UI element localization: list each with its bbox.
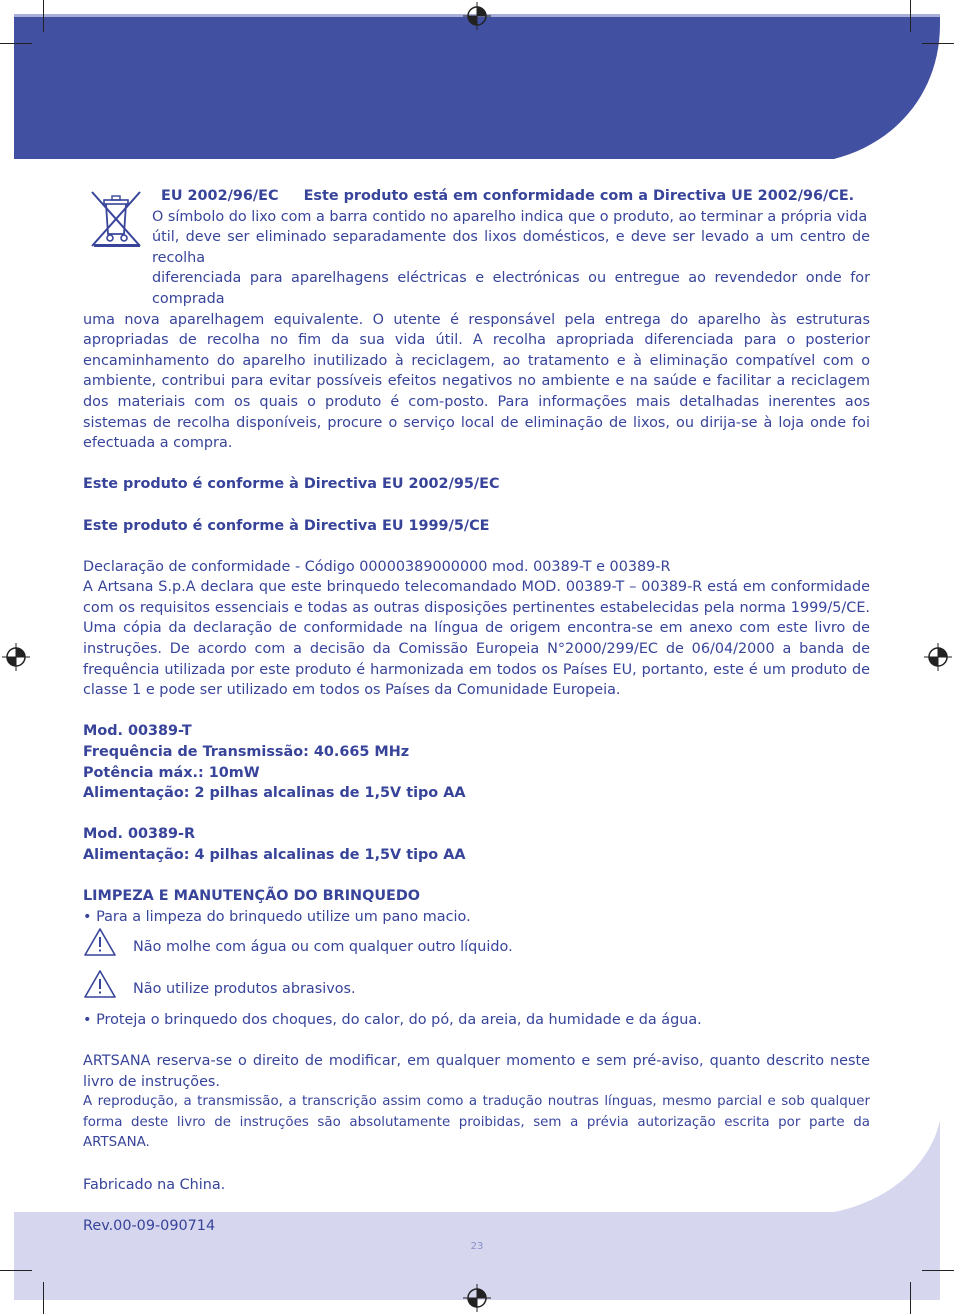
- cleaning-bullet: • Proteja o brinquedo dos choques, do calor, do pó, da areia, da humidade e da água.: [83, 1011, 702, 1028]
- crop-mark: [0, 1270, 32, 1271]
- directive-rohs: Este produto é conforme à Directiva EU 2002/95/EC: [83, 476, 500, 493]
- rights-text: ARTSANA reserva-se o direito de modificar, em qualquer momento e sem pré-aviso, quanto descrito neste livro de instruções.: [83, 1052, 870, 1090]
- registration-mark-icon: [463, 2, 491, 30]
- crop-mark: [910, 0, 911, 32]
- registration-mark-icon: [463, 1284, 491, 1312]
- mod-t-model: Mod. 00389-T: [83, 723, 192, 740]
- warning-triangle-icon: [83, 969, 117, 999]
- rights-reproduction-text: A reprodução, a transmissão, a transcrição assim como a tradução noutras línguas, mesmo parcial e sob qualquer forma deste livro de instruções são absolutamente proibidas, sem a prévia autorização escrita por parte da ARTSANA.: [83, 1094, 870, 1151]
- made-in: Fabricado na China.: [83, 1176, 226, 1193]
- cleaning-bullet: • Para a limpeza do brinquedo utilize um pano macio.: [83, 908, 471, 925]
- weee-bin-icon: [86, 188, 146, 248]
- cleaning-warning: [83, 969, 870, 1010]
- mod-r-supply: Alimentação: 4 pilhas alcalinas de 1,5V tipo AA: [83, 847, 466, 863]
- mod-t-power: Potência máx.: 10mW: [83, 764, 260, 781]
- weee-text-line: útil, deve ser eliminado separadamente dos lixos domésticos, e deve ser levado a um centro de recolha: [152, 229, 870, 266]
- weee-heading-text: Este produto está em conformidade com a Directiva UE 2002/96/CE.: [303, 188, 855, 204]
- mod-t-frequency: Frequência de Transmissão: 40.665 MHz: [83, 744, 410, 761]
- weee-text-continued: uma nova aparelhagem equivalente. O utente é responsável pela entrega do aparelho às estruturas apropriadas de recolha no fim da sua vida útil. A recolha apropriada diferenciada para o posterior encaminhamento do aparelho inutilizado à reciclagem, ao tratamento e à eliminação compatível com o ambiente, contribui para evitar possíveis efeitos negativos no ambiente e na saúde e facilitar a reciclagem dos materiais com os quais o produto é com-posto. Para informações mais detalhadas inerentes aos sistemas de recolha disponíveis, procure o serviço local de eliminação de lixos, ou dirija-se à loja onde foi efectuada a compra.: [83, 311, 870, 452]
- crop-mark: [922, 43, 954, 44]
- cleaning-title: LIMPEZA E MANUTENÇÃO DO BRINQUEDO: [83, 888, 421, 905]
- mod-t-supply: Alimentação: 2 pilhas alcalinas de 1,5V tipo AA: [83, 785, 466, 802]
- crop-mark: [910, 1282, 911, 1314]
- warning-text: Não molhe com água ou com qualquer outro líquido.: [133, 939, 513, 956]
- mod-r-model: Mod. 00389-R: [83, 826, 196, 843]
- crop-mark: [43, 0, 44, 32]
- registration-mark-icon: [2, 643, 30, 671]
- crop-mark: [922, 1270, 954, 1271]
- directive-rtte: Este produto é conforme à Directiva EU 1999/5/CE: [83, 517, 490, 534]
- weee-text-line: O símbolo do lixo com a barra contido no aparelho indica que o produto, ao terminar a própria vida: [152, 208, 868, 225]
- declaration-title: Declaração de conformidade - Código 00000389000000 mod. 00389-T e 00389-R: [83, 558, 671, 575]
- page-number: 23: [470, 1241, 484, 1252]
- header-band: [14, 14, 940, 159]
- cleaning-warning: [83, 927, 870, 968]
- document-body: [83, 186, 870, 1236]
- warning-text: Não utilize produtos abrasivos.: [133, 980, 356, 997]
- crop-mark: [0, 43, 32, 44]
- declaration-text: A Artsana S.p.A declara que este brinquedo telecomandado MOD. 00389-T – 00389-R está em conformidade com os requisitos essenciais e todas as outras disposições pertinentes estabelecidas pela norma 1999/5/CE. Uma cópia da declaração de conformidade na língua de origem encontra-se em anexo com este livro de instruções. De acordo com a decisão da Comissão Europeia N°2000/299/EC de 06/04/2000 a banda de frequência utilizada por este produto é harmonizada em todos os Países EU, portanto, este é um produto de classe 1 e pode ser utilizado em todos os Países da Comunidade Europeia.: [83, 579, 870, 699]
- weee-text-line: diferenciada para aparelhagens eléctricas e electrónicas ou entregue ao revendedor onde for comprada: [152, 270, 870, 307]
- crop-mark: [43, 1282, 44, 1314]
- weee-code: EU 2002/96/EC: [161, 188, 279, 204]
- warning-triangle-icon: [83, 927, 117, 957]
- weee-heading: [83, 186, 870, 207]
- weee-section: [83, 186, 870, 454]
- registration-mark-icon: [924, 643, 952, 671]
- revision: Rev.00-09-090714: [83, 1217, 216, 1234]
